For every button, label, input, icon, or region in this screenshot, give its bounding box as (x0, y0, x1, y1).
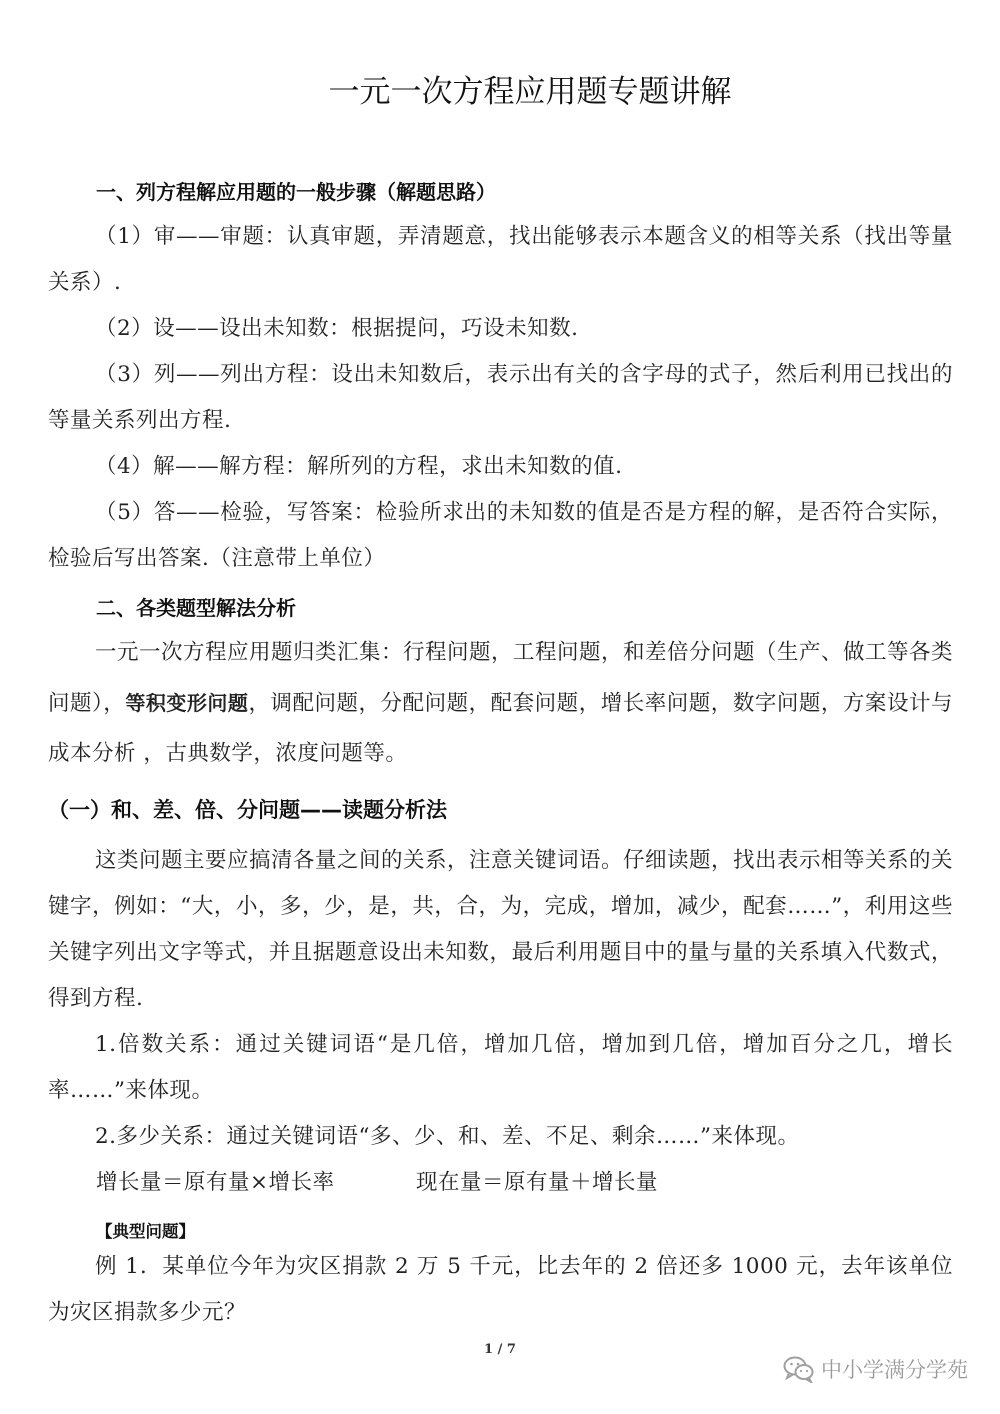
point-quantity-relation: 2.多少关系：通过关键词语“多、少、和、差、不足、剩余……”来体现。 (95, 1124, 800, 1149)
page-title: 一元一次方程应用题专题讲解 (328, 74, 732, 110)
point-multiple-relation: 1.倍数关系：通过关键词语“是几倍，增加几倍，增加到几倍，增加百分之几，增长率……”来体现。 (48, 1032, 953, 1103)
step-2: （2）设——设出未知数：根据提问，巧设未知数. (95, 316, 579, 341)
step-1: （1）审——审题：认真审题，弄清题意，找出能够表示本题含义的相等关系（找出等量关系）. (48, 224, 953, 295)
summary-emphasis: 等积变形问题 (125, 691, 249, 715)
step-3: （3）列——列出方程：设出未知数后，表示出有关的含字母的式子，然后利用已找出的等量关系列出方程. (48, 362, 953, 433)
subsection-heading: （一）和、差、倍、分问题——读题分析法 (48, 798, 447, 822)
intro-paragraph: 这类问题主要应搞清各量之间的关系，注意关键词语。仔细读题，找出表示相等关系的关键字，例如：“大，小，多，少，是，共，合，为，完成，增加，减少，配套……”，利用这些关键字列出文字等式，并且据题意设出未知数，最后利用题目中的量与量的关系填入代数式，得到方程. (48, 848, 954, 1011)
section-heading-analysis: 二、各类题型解法分析 (96, 596, 296, 620)
summary-text-a: 一元一次方程应用题归类汇集：行程问题，工程问题，和差倍分问题（生产、做工等各类问题）， (48, 640, 954, 716)
wechat-icon (783, 1355, 815, 1383)
step-4: （4）解——解方程：解所列的方程，求出未知数的值. (95, 454, 623, 479)
example-1: 例 1．某单位今年为灾区捐款 2 万 5 千元，比去年的 2 倍还多 1000 元，去年该单位为灾区捐款多少元？ (48, 1254, 953, 1325)
step-5: （5）答——检验，写答案：检验所求出的未知数的值是否是方程的解，是否符合实际，检验后写出答案.（注意带上单位） (48, 500, 953, 571)
problem-types-summary (48, 628, 953, 779)
summary-text-c: ，调配问题，分配问题，配套问题，增长率问题，数字问题，方案设计与成本分析 ，古典数学，浓度问题等。 (48, 691, 953, 766)
formula-current: 现在量＝原有量＋增长量 (416, 1170, 659, 1195)
typical-problem-tag: 【典型问题】 (96, 1222, 195, 1241)
formula-line (96, 1160, 658, 1206)
formula-growth: 增长量＝原有量×增长率 (96, 1170, 335, 1195)
watermark (783, 1354, 968, 1384)
watermark-text: 中小学满分学苑 (821, 1358, 968, 1382)
section-heading-steps: 一、列方程解应用题的一般步骤（解题思路） (96, 180, 496, 204)
page-number: 1 / 7 (484, 1342, 516, 1357)
